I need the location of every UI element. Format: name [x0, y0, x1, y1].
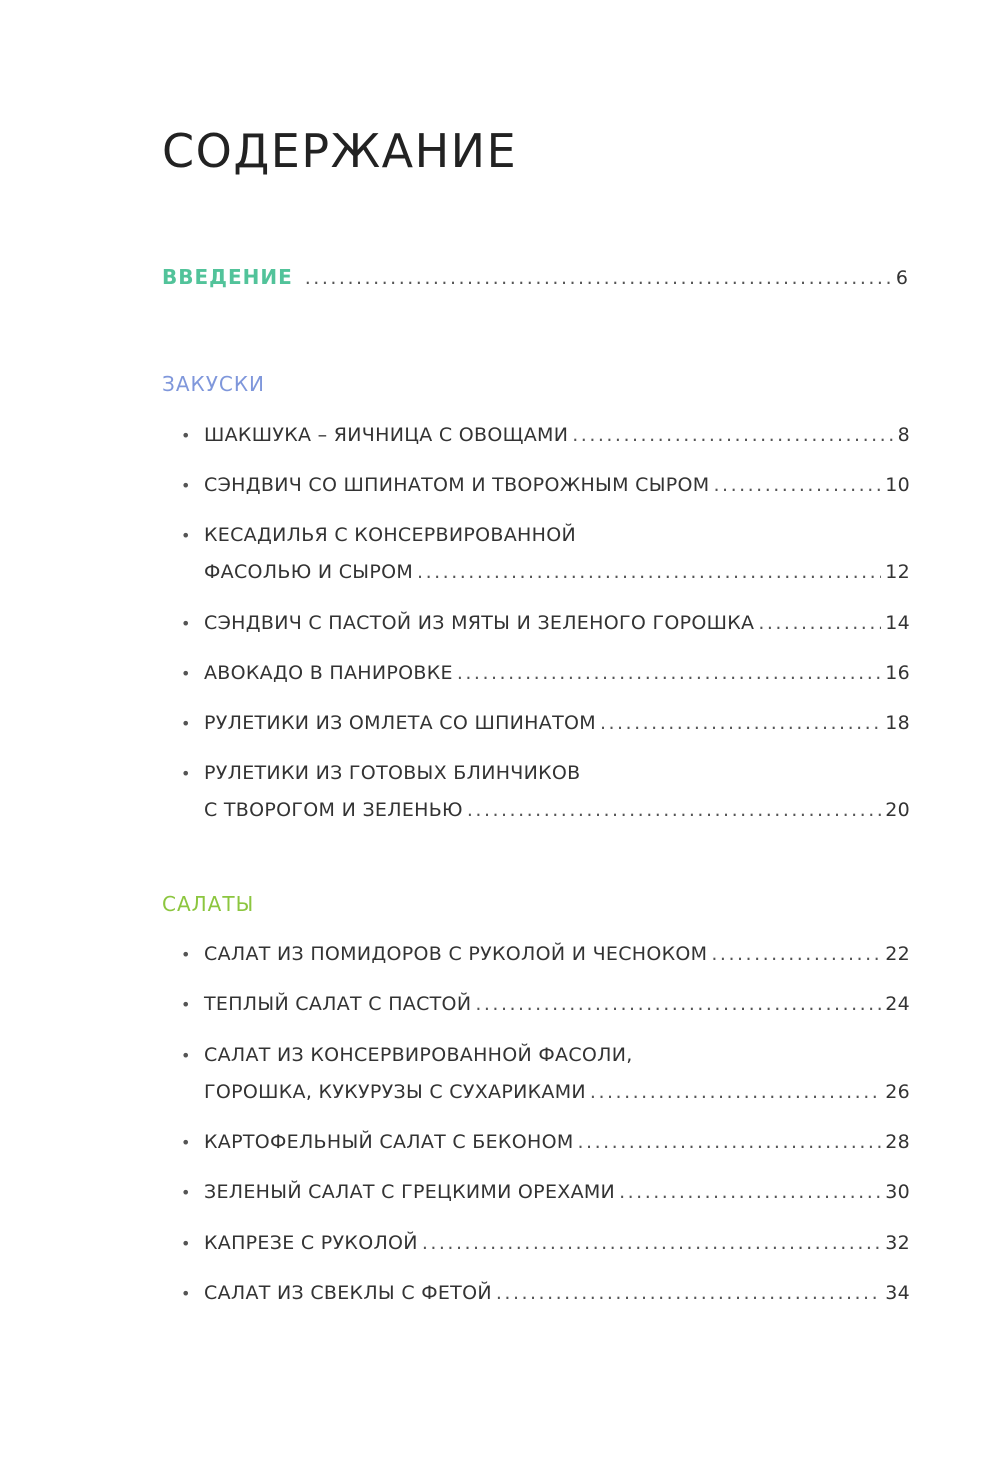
leader-dots: [600, 712, 881, 734]
bullet-icon: •: [181, 1133, 191, 1152]
page-number: 18: [885, 712, 910, 734]
bullet-icon: •: [181, 426, 191, 445]
page-number: 10: [885, 474, 910, 496]
leader-dots: [467, 799, 881, 821]
toc-entry[interactable]: [204, 424, 910, 450]
entry-title-line[interactable]: РУЛЕТИКИ ИЗ ГОТОВЫХ БЛИНЧИКОВ: [204, 762, 581, 784]
toc-entry[interactable]: [204, 1232, 910, 1258]
toc-entry[interactable]: [204, 662, 910, 688]
leader-dots: [496, 1282, 881, 1304]
leader-dots: [590, 1081, 881, 1103]
entry-title: ФАСОЛЬЮ И СЫРОМ: [204, 561, 414, 583]
bullet-icon: •: [181, 714, 191, 733]
leader-dots: [475, 993, 881, 1015]
page-number: 30: [885, 1181, 910, 1203]
toc-entry-intro[interactable]: [162, 265, 908, 289]
entry-title: СЭНДВИЧ С ПАСТОЙ ИЗ МЯТЫ И ЗЕЛЕНОГО ГОРОШКА: [204, 612, 755, 634]
entry-title: ЗЕЛЕНЫЙ САЛАТ С ГРЕЦКИМИ ОРЕХАМИ: [204, 1181, 616, 1203]
entry-title: САЛАТ ИЗ ПОМИДОРОВ С РУКОЛОЙ И ЧЕСНОКОМ: [204, 943, 708, 965]
bullet-icon: •: [181, 614, 191, 633]
page-number: 16: [885, 662, 910, 684]
page-number: 12: [885, 561, 910, 583]
toc-entry[interactable]: [204, 561, 910, 587]
entry-title-line[interactable]: САЛАТ ИЗ КОНСЕРВИРОВАННОЙ ФАСОЛИ,: [204, 1044, 633, 1066]
entry-title: КАПРЕЗЕ С РУКОЛОЙ: [204, 1232, 418, 1254]
page-number: 6: [895, 267, 908, 289]
entry-title: ТЕПЛЫЙ САЛАТ С ПАСТОЙ: [204, 993, 472, 1015]
entry-title: САЛАТ ИЗ СВЕКЛЫ С ФЕТОЙ: [204, 1282, 492, 1304]
intro-label: ВВЕДЕНИЕ: [162, 265, 293, 289]
page-number: 8: [897, 424, 910, 446]
bullet-icon: •: [181, 1183, 191, 1202]
leader-dots: [619, 1181, 881, 1203]
bullet-icon: •: [181, 526, 191, 545]
entry-title: КАРТОФЕЛЬНЫЙ САЛАТ С БЕКОНОМ: [204, 1131, 574, 1153]
toc-entry[interactable]: [204, 799, 910, 825]
bullet-icon: •: [181, 1234, 191, 1253]
entry-title: АВОКАДО В ПАНИРОВКЕ: [204, 662, 453, 684]
page-number: 22: [885, 943, 910, 965]
toc-entry[interactable]: [204, 474, 910, 500]
bullet-icon: •: [181, 995, 191, 1014]
leader-dots: [305, 267, 892, 289]
page-title: СОДЕРЖАНИЕ: [162, 124, 518, 178]
entry-title: ГОРОШКА, КУКУРУЗЫ С СУХАРИКАМИ: [204, 1081, 586, 1103]
bullet-icon: •: [181, 945, 191, 964]
leader-dots: [578, 1131, 882, 1153]
section-heading-appetizers: ЗАКУСКИ: [162, 372, 266, 396]
bullet-icon: •: [181, 1046, 191, 1065]
page-number: 32: [885, 1232, 910, 1254]
toc-entry[interactable]: [204, 1081, 910, 1107]
leader-dots: [758, 612, 881, 634]
bullet-icon: •: [181, 1284, 191, 1303]
toc-entry[interactable]: [204, 993, 910, 1019]
entry-title: С ТВОРОГОМ И ЗЕЛЕНЬЮ: [204, 799, 463, 821]
toc-entry[interactable]: [204, 1282, 910, 1308]
bullet-icon: •: [181, 664, 191, 683]
entry-title-line[interactable]: КЕСАДИЛЬЯ С КОНСЕРВИРОВАННОЙ: [204, 524, 576, 546]
bullet-icon: •: [181, 764, 191, 783]
toc-entry[interactable]: [204, 1131, 910, 1157]
toc-entry[interactable]: [204, 612, 910, 638]
toc-entry[interactable]: [204, 943, 910, 969]
bullet-icon: •: [181, 476, 191, 495]
leader-dots: [713, 474, 881, 496]
leader-dots: [422, 1232, 881, 1254]
leader-dots: [417, 561, 881, 583]
section-heading-salads: САЛАТЫ: [162, 892, 255, 916]
leader-dots: [457, 662, 881, 684]
page-number: 34: [885, 1282, 910, 1304]
entry-title: РУЛЕТИКИ ИЗ ОМЛЕТА СО ШПИНАТОМ: [204, 712, 596, 734]
toc-entry[interactable]: [204, 712, 910, 738]
page-number: 14: [885, 612, 910, 634]
toc-entry[interactable]: [204, 1181, 910, 1207]
page-number: 28: [885, 1131, 910, 1153]
leader-dots: [711, 943, 881, 965]
page-number: 26: [885, 1081, 910, 1103]
page-number: 24: [885, 993, 910, 1015]
leader-dots: [572, 424, 893, 446]
entry-title: ШАКШУКА – ЯИЧНИЦА С ОВОЩАМИ: [204, 424, 569, 446]
page-number: 20: [885, 799, 910, 821]
entry-title: СЭНДВИЧ СО ШПИНАТОМ И ТВОРОЖНЫМ СЫРОМ: [204, 474, 710, 496]
